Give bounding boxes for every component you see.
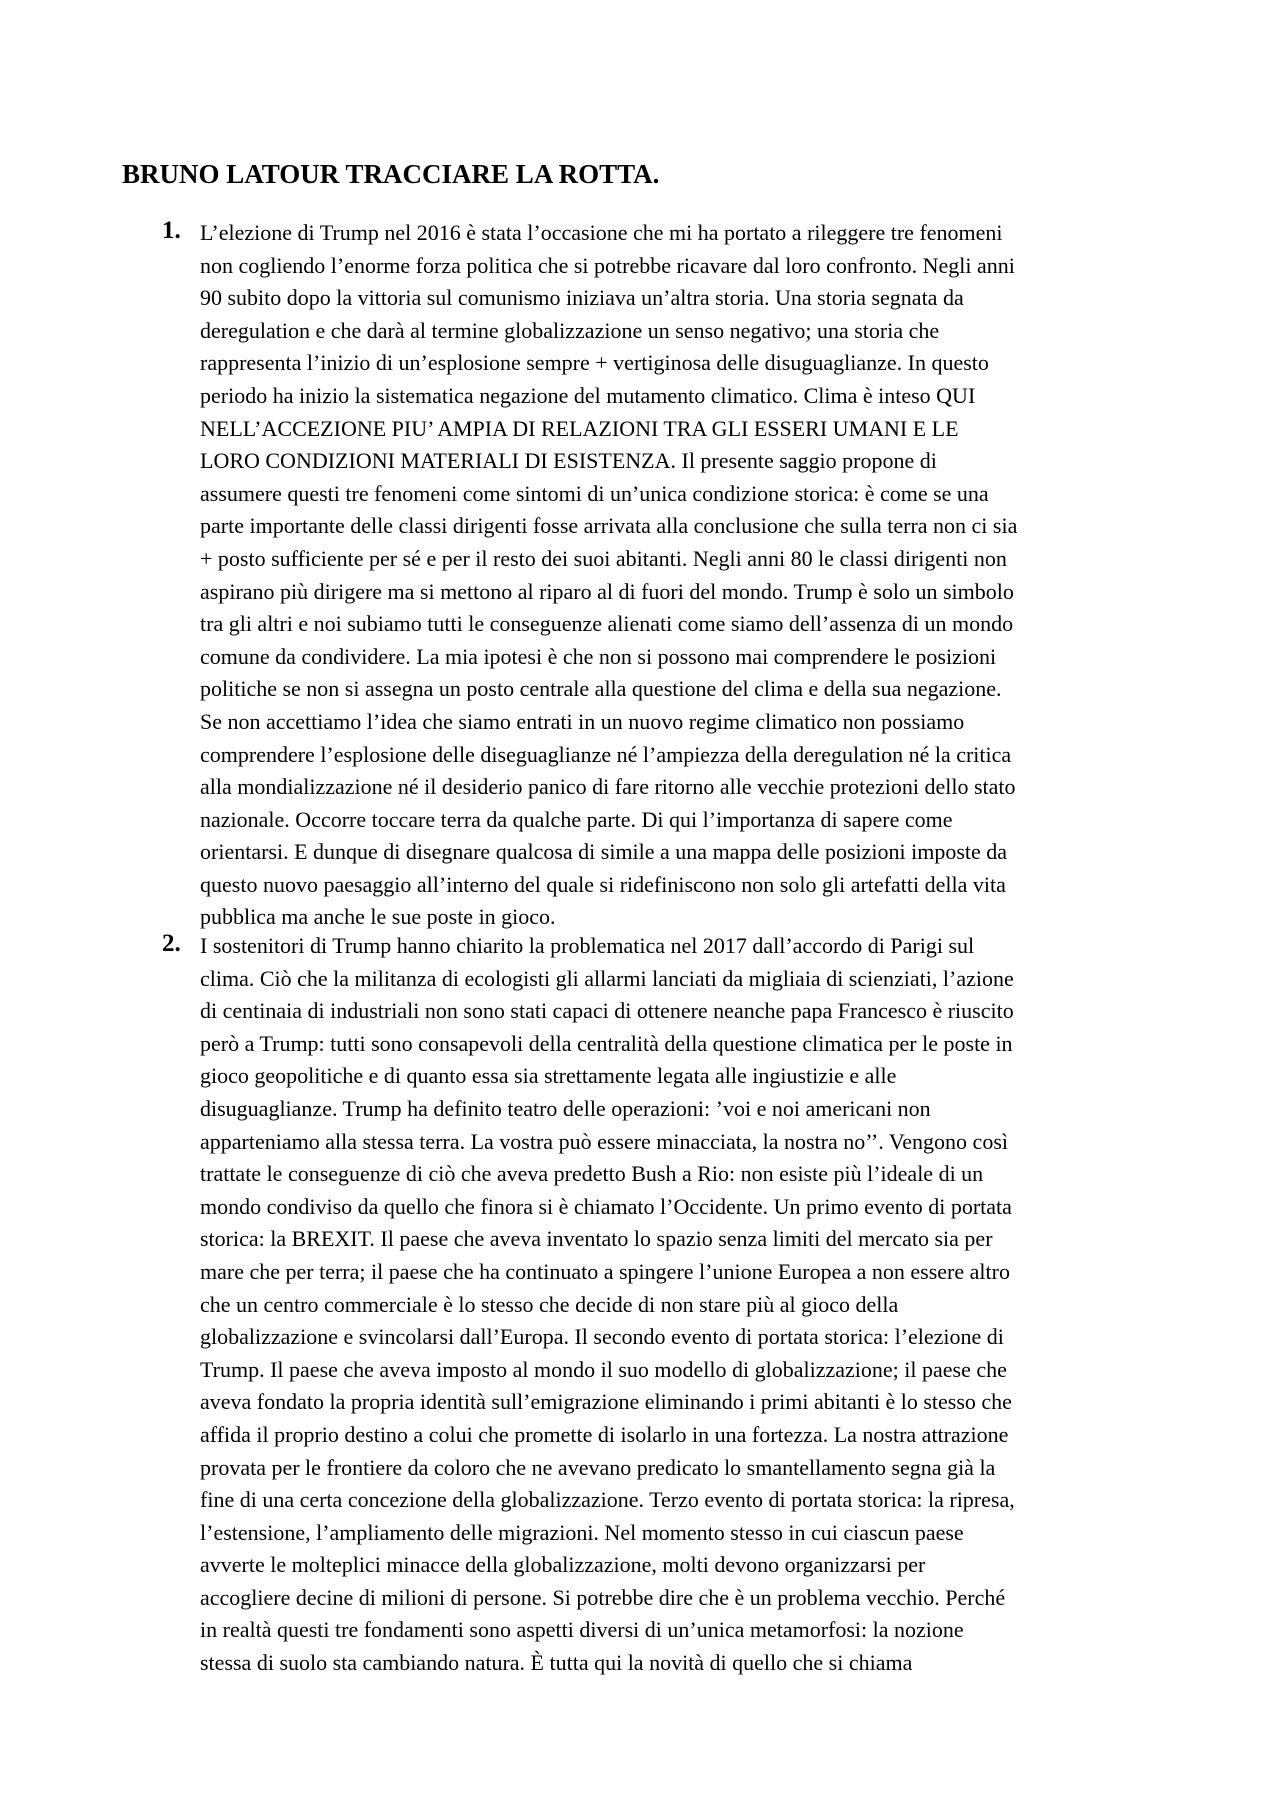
text-line: fine di una certa concezione della globalizzazione. Terzo evento di portata storica: la ripresa,: [200, 1487, 1015, 1513]
text-line: 90 subito dopo la vittoria sul comunismo iniziava un’altra storia. Una storia segnata da: [200, 285, 964, 311]
list-item-number: 1.: [162, 217, 181, 244]
list-item-paragraph: [200, 930, 1015, 1680]
text-line: provata per le frontiere da coloro che ne avevano predicato lo smantellamento segna già la: [200, 1454, 996, 1480]
text-line: alla mondializzazione né il desiderio panico di fare ritorno alle vecchie protezioni dello stato: [200, 774, 1016, 800]
text-line: aveva fondato la propria identità sull’emigrazione eliminando i primi abitanti è lo stesso che: [200, 1389, 1012, 1415]
text-line: nazionale. Occorre toccare terra da qualche parte. Di qui l’importanza di sapere come: [200, 806, 953, 832]
text-line: stessa di suolo sta cambiando natura. È tutta qui la novità di quello che si chiama: [200, 1650, 913, 1676]
text-line: NELL’ACCEZIONE PIU’ AMPIA DI RELAZIONI TRA GLI ESSERI UMANI E LE: [200, 415, 959, 441]
text-line: pubblica ma anche le sue poste in gioco.: [200, 904, 556, 930]
text-line: mondo condiviso da quello che finora si è chiamato l’Occidente. Un primo evento di portata: [200, 1193, 1012, 1219]
text-line: trattate le conseguenze di ciò che aveva predetto Bush a Rio: non esiste più l’ideale di un: [200, 1161, 984, 1187]
text-line: gioco geopolitiche e di quanto essa sia strettamente legata alle ingiustizie e alle: [200, 1063, 897, 1089]
document-title: BRUNO LATOUR TRACCIARE LA ROTTA.: [122, 159, 660, 189]
text-line: affida il proprio destino a colui che promette di isolarlo in una fortezza. La nostra attrazione: [200, 1421, 1009, 1447]
text-line: mare che per terra; il paese che ha continuato a spingere l’unione Europea a non essere altro: [200, 1258, 1010, 1284]
text-line: parte importante delle classi dirigenti fosse arrivata alla conclusione che sulla terra non ci sia: [200, 513, 1018, 539]
text-line: avverte le molteplici minacce della globalizzazione, molti devono organizzarsi per: [200, 1552, 926, 1578]
text-line: Se non accettiamo l’idea che siamo entrati in un nuovo regime climatico non possiamo: [200, 708, 965, 734]
text-line: accogliere decine di milioni di persone. Si potrebbe dire che è un problema vecchio. Perché: [200, 1584, 1006, 1610]
text-line: tra gli altri e noi subiamo tutti le conseguenze alienati come siamo dell’assenza di un mondo: [200, 611, 1014, 637]
text-line: che un centro commerciale è lo stesso che decide di non stare più al gioco della: [200, 1291, 899, 1317]
text-line: deregulation e che darà al termine globalizzazione un senso negativo; una storia che: [200, 317, 940, 343]
text-line: storica: la BREXIT. Il paese che aveva inventato lo spazio senza limiti del mercato sia per: [200, 1226, 993, 1252]
text-line: aspirano più dirigere ma si mettono al riparo al di fuori del mondo. Trump è solo un simbolo: [200, 578, 1014, 604]
text-line: Trump. Il paese che aveva imposto al mondo il suo modello di globalizzazione; il paese che: [200, 1356, 1007, 1382]
text-line: non cogliendo l’enorme forza politica che si potrebbe ricavare dal loro confronto. Negli anni: [200, 252, 1015, 278]
text-line: rappresenta l’inizio di un’esplosione sempre + vertiginosa delle disuguaglianze. In questo: [200, 350, 989, 376]
text-line: politiche se non si assegna un posto centrale alla questione del clima e della sua negazione.: [200, 676, 1002, 702]
list-item-number: 2.: [162, 930, 181, 957]
text-line: globalizzazione e svincolarsi dall’Europa. Il secondo evento di portata storica: l’elezione di: [200, 1324, 1004, 1350]
text-line: però a Trump: tutti sono consapevoli della centralità della questione climatica per le poste in: [200, 1030, 1013, 1056]
text-line: in realtà questi tre fondamenti sono aspetti diversi di un’unica metamorfosi: la nozione: [200, 1617, 964, 1643]
text-line: I sostenitori di Trump hanno chiarito la problematica nel 2017 dall’accordo di Parigi sul: [200, 933, 975, 958]
text-line: + posto sufficiente per sé e per il resto dei suoi abitanti. Negli anni 80 le classi dirigenti non: [200, 545, 1007, 571]
text-line: di centinaia di industriali non sono stati capaci di ottenere neanche papa Francesco è riuscito: [200, 998, 1014, 1024]
text-line: periodo ha inizio la sistematica negazione del mutamento climatico. Clima è inteso QUI: [200, 382, 976, 408]
text-line: l’estensione, l’ampliamento delle migrazioni. Nel momento stesso in cui ciascun paese: [200, 1519, 964, 1545]
text-line: comprendere l’esplosione delle diseguaglianze né l’ampiezza della deregulation né la critica: [200, 741, 1012, 767]
text-line: assumere questi tre fenomeni come sintomi di un’unica condizione storica: è come se una: [200, 480, 989, 506]
text-line: LORO CONDIZIONI MATERIALI DI ESISTENZA. Il presente saggio propone di: [200, 448, 937, 474]
text-line: comune da condividere. La mia ipotesi è che non si possono mai comprendere le posizioni: [200, 643, 997, 669]
text-line: L’elezione di Trump nel 2016 è stata l’occasione che mi ha portato a rileggere tre fenomeni: [200, 220, 1003, 245]
text-line: disuguaglianze. Trump ha definito teatro delle operazioni: ’voi e noi americani non: [200, 1095, 931, 1121]
text-line: orientarsi. E dunque di disegnare qualcosa di simile a una mappa delle posizioni imposte da: [200, 839, 1008, 865]
list-item-paragraph: [200, 217, 1017, 934]
text-line: questo nuovo paesaggio all’interno del quale si ridefiniscono non solo gli artefatti della vita: [200, 871, 1006, 897]
text-line: apparteniamo alla stessa terra. La vostra può essere minacciata, la nostra no’’. Vengono così: [200, 1128, 1008, 1154]
text-line: clima. Ciò che la militanza di ecologisti gli allarmi lanciati da migliaia di scienziati, l’azione: [200, 965, 1014, 991]
